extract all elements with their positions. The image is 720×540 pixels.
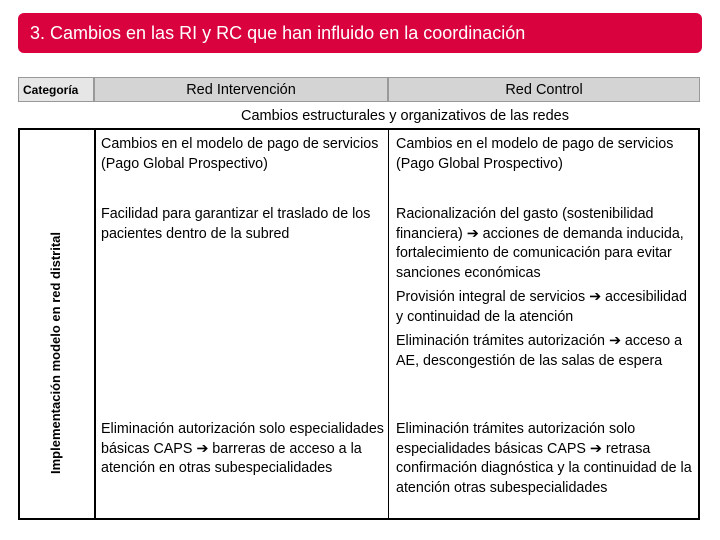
rc-cell-authorization-caps: Eliminación trámites autorización solo especialidades básicas CAPS ➔ retrasa confirmación diagnóstica y la continuidad de la atención otras subespecialidades [396,421,692,496]
rc-cell-authorization: Eliminación trámites autorización ➔ acceso a AE, descongestión de las salas de espera [396,333,683,369]
slide-title: 3. Cambios en las RI y RC que han influido en la coordinación [30,22,526,43]
rc-cell-payment-model: Cambios en el modelo de pago de servicios (Pago Global Prospectivo) [396,136,674,172]
red-control-header: Red Control [388,77,700,102]
row-label: Implementación modelo en red distrital [48,232,63,474]
section-title [94,104,700,128]
ri-cell-transfer: Facilidad para garantizar el traslado de los pacientes dentro de la subred [101,206,371,242]
column-divider [388,128,389,520]
title-bar [18,13,702,53]
red-intervencion-header: Red Intervención [94,77,388,102]
rc-cell-integral-provision: Provisión integral de servicios ➔ accesibilidad y continuidad de la atención [396,289,687,325]
category-header: Categoría [18,77,94,102]
ri-cell-payment-model: Cambios en el modelo de pago de servicios (Pago Global Prospectivo) [101,136,379,172]
section-title-text: Cambios estructurales y organizativos de las redes [240,108,569,124]
rc-cell-spending: Racionalización del gasto (sostenibilidad financiera) ➔ acciones de demanda inducida, fortalecimiento de comunicación para evitar sanciones económicas [396,206,684,281]
ri-cell-authorization: Eliminación autorización solo especialidades básicas CAPS ➔ barreras de acceso a la atención en otras subespecialidades [101,421,384,476]
